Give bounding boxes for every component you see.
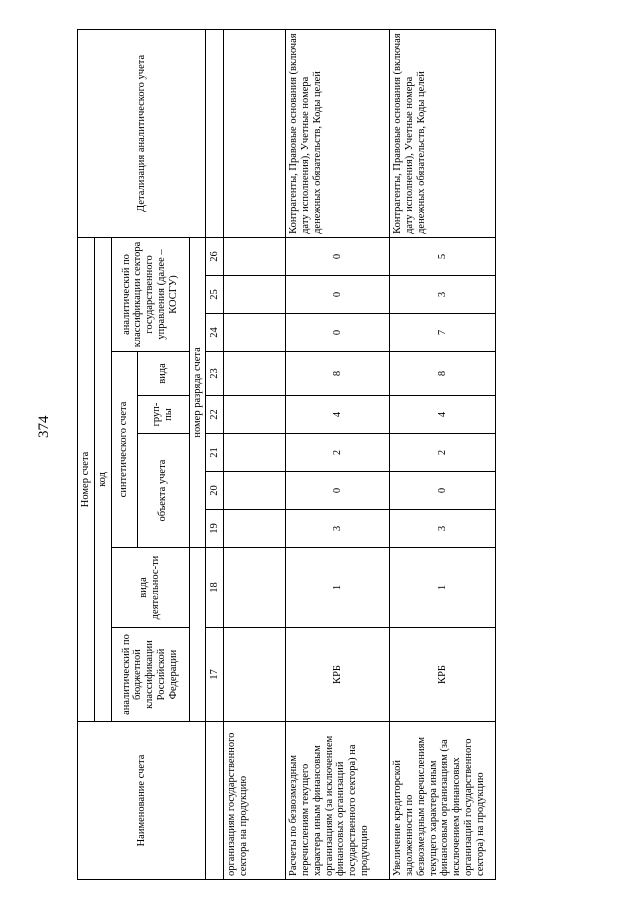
row-value: КРБ — [286, 628, 390, 722]
row-value — [224, 314, 286, 352]
header-code: код — [94, 237, 111, 721]
row-value: 5 — [390, 237, 496, 275]
row-value — [224, 434, 286, 472]
row-name: Увеличение кредиторской задолженности по безвозмездным перечислениям текущего характера иным финансовым организациям (за исключением финансовых организаций государственного сектора) на продукцию — [390, 722, 496, 880]
row-value: 4 — [286, 396, 390, 434]
header-kosgu: аналитический по классификации сектора государственного управления (далее – КОСГУ) — [111, 237, 189, 351]
digit-cell: 20 — [206, 472, 224, 510]
header-detail: Детализация аналитического учета — [78, 29, 206, 237]
row-value: 8 — [286, 352, 390, 396]
table-row — [224, 29, 286, 879]
row-value: 1 — [390, 548, 496, 628]
page-number: 374 — [36, 415, 52, 438]
digit-cell: 22 — [206, 396, 224, 434]
row-value: 3 — [286, 510, 390, 548]
row-value — [224, 628, 286, 722]
row-value: 8 — [390, 352, 496, 396]
row-value: 0 — [286, 237, 390, 275]
row-value: 0 — [286, 314, 390, 352]
row-value: 0 — [390, 472, 496, 510]
row-value — [224, 352, 286, 396]
row-value — [224, 548, 286, 628]
row-value: КРБ — [390, 628, 496, 722]
digit-cell: 25 — [206, 276, 224, 314]
row-value — [224, 510, 286, 548]
digit-cell: 21 — [206, 434, 224, 472]
digit-cell: 17 — [206, 628, 224, 722]
header-account-number: Номер счета — [78, 237, 95, 721]
header-groups: груп-пы — [137, 396, 189, 434]
header-synthetic: синтетического счета — [111, 352, 137, 548]
row-name: организациям государственного сектора на продукцию — [224, 722, 286, 880]
row-detail: Контрагенты, Правовые основания (включая дату исполнения), Учетные номера денежных обязательств, Коды целей — [390, 29, 496, 237]
row-value — [224, 396, 286, 434]
row-detail — [224, 29, 286, 237]
row-value — [224, 276, 286, 314]
digit-cell: 23 — [206, 352, 224, 396]
row-value: 0 — [286, 276, 390, 314]
row-value: 2 — [286, 434, 390, 472]
header-object: объекта учета — [137, 434, 189, 548]
row-value: 4 — [390, 396, 496, 434]
row-name: Расчеты по безвозмездным перечислениям текущего характера иным финансовым организациям (за исключением финансовых организаций государственного сектора) на продукцию — [286, 722, 390, 880]
row-value: 2 — [390, 434, 496, 472]
row-value: 7 — [390, 314, 496, 352]
digit-cell: 24 — [206, 314, 224, 352]
row-detail: Контрагенты, Правовые основания (включая дату исполнения), Учетные номера денежных обязательств, Коды целей — [286, 29, 390, 237]
header-analytic-budget: аналитический по бюджетной классификации Российской Федерации — [111, 628, 189, 722]
digit-cell: 26 — [206, 237, 224, 275]
row-value: 3 — [390, 510, 496, 548]
row-value — [224, 237, 286, 275]
row-value: 1 — [286, 548, 390, 628]
row-value: 3 — [390, 276, 496, 314]
table-row — [286, 29, 390, 879]
rotated-table-wrapper — [77, 30, 487, 880]
digits-row — [206, 29, 224, 879]
header-kind: вида — [137, 352, 189, 396]
header-name: Наименование счета — [78, 722, 206, 880]
table-row — [390, 29, 496, 879]
row-value: 0 — [286, 472, 390, 510]
accounts-table — [77, 29, 496, 880]
digit-cell: 19 — [206, 510, 224, 548]
header-activity-type: вида деятельнос-ти — [111, 548, 189, 628]
digit-cell: 18 — [206, 548, 224, 628]
row-value — [224, 472, 286, 510]
header-digit-number: номер разряда счета — [189, 237, 206, 547]
